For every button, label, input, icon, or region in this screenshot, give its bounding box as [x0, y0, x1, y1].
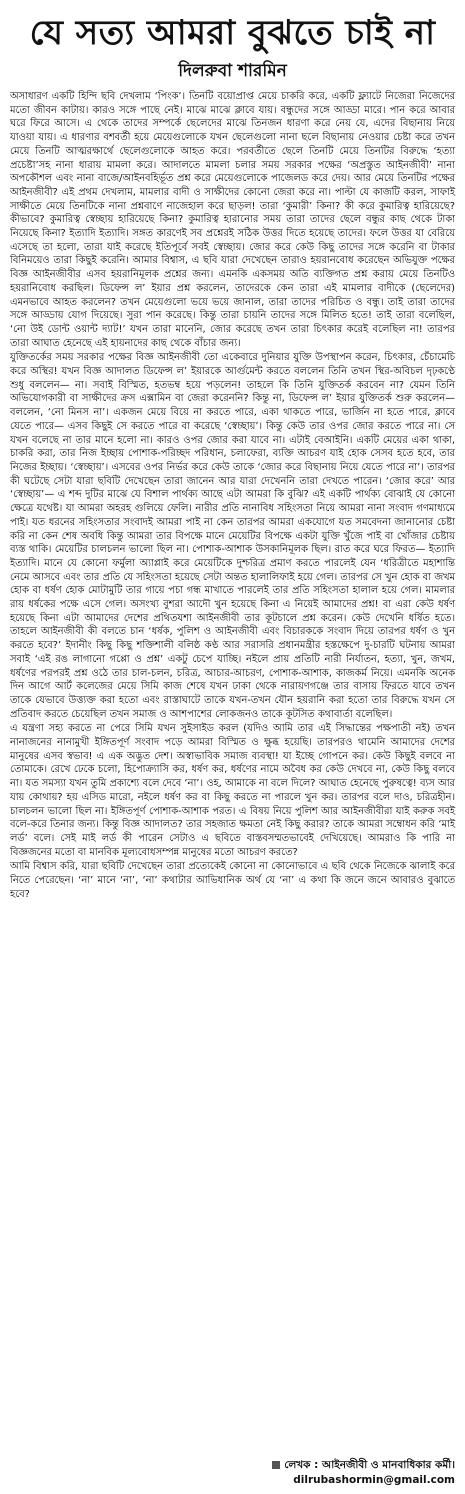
article-paragraph: অসাধারণ একটি হিন্দি ছবি দেখলাম ‘পিংক’। তিনটি বয়োপ্রাপ্ত মেয়ে চাকরি করে, একটি ফ্ল্যাটে নিজেরা নিজেদের মতো জীবন কাটায়। কারও সঙ্গে পাছে নেই। মাঝে মাঝে ক্লাবে যায়। বন্ধুদের সঙ্গে আড্ডা মারে। পান করে আবার ঘরে ফিরে আসে। এ থেকে তাদের সম্পর্কে ছেলেদের মাঝে তিনজন ধারণা করে নেয় যে, এদের বিছানায় নিয়ে যাওয়া যায়। এ ধারণার বশবর্তী হয়ে মেয়েগুলোকে যখন ছেলেগুলো নানা ছলে বিছানায় নেওয়ার চেষ্টা করে তখন মেয়ে তিনটি আত্মরক্ষার্থে ছেলেগুলোকে আহত করে। পরবর্তীতে ছেলে তিনটি মেয়ে তিনটির বিরুদ্ধে ‘হত্যা প্রচেষ্টা’সহ নানা ধারায় মামলা করে। আদালতে মামলা চলার সময় সরকার পক্ষের ‘অপ্রস্তুত আইনজীবী’ নানা অপকৌশল এবং নানা বাজে/আইনবহির্ভূত প্রশ্ন করে মেয়েগুলোকে পাজেলড করে দেয়। আর মেয়ে তিনটির পক্ষের আইনজীবী? এই প্রথম দেখলাম, মামলার বাদী ও সাক্ষীদের কোনো জেরা করে না। পাল্টা যে কাজটি করল, সাফাই সাক্ষীতে মেয়ে তিনটিকে নানা প্রশ্নবাণে নাজেহাল করে ছাড়ল! তারা ‘কুমারী’ কিনা? কী করে কুমারিত্ব হারিয়েছে? কীভাবে? কুমারিত্ব স্বেচ্ছায় হারিয়েছে কিনা? কুমারিত্ব হারানোর সময় তারা তাদের ছেলে বন্ধুর কাছ থেকে টাকা নিয়েছে কিনা? ইত্যাদি ইত্যাদি। সঙ্গত কারণেই সব প্রশ্নেরই সঠিক উত্তর দিতে হয়েছে তাদের। ফলে উত্তর যা বেরিয়ে এসেছে তা হলো, তারা যাই করেছে ইতিপূর্বে সবই স্বেচ্ছায়। জোর করে কেউ কিছু তাদের সঙ্গে করেনি বা টাকার বিনিময়েও তারা কিছুই করেনি। আমার বিশ্বাস, এ ছবি যারা দেখেছেন তারাও হয়রানবোধ করেছেন অভিযুক্ত পক্ষের বিজ্ঞ আইনজীবীর এসব হয়রানিমূলক প্রশ্নের জন্য। এমনকি একসময় অতি ব্যক্তিগত প্রশ্ন করায় মেয়ে তিনটিও হয়রানিবোধ করছিল। ডিফেন্স ল’ ইয়ার প্রশ্ন করলেন, তাদেরকে কেন তারা এই মামলার বাদীকে (ছেলেদের) এমনভাবে আহত করলেন? তখন মেয়েগুলো ভয়ে ভয়ে জানাল, তারা তাদের পরিচিত ও বন্ধু। তাই তারা তাদের সঙ্গে আড্ডায় যোগ দিয়েছে। সুরা পান করেছে। কিন্তু তারা চায়নি তাদের সঙ্গে মিলিত হতে! তাই তারা বলেছিল, ‘নো উই ডোন্ট ওয়ান্ট দ্যাট!’ যখন তারা মানেনি, জোর করেছে তখন তারা চিৎকার করেই বলেছিল না! তারপর তারা আঘাত হেনেছে এই হায়নাদের কাছ থেকে বাঁচার জন্য। [10, 91, 455, 349]
author-label: লেখক : [284, 1459, 319, 1471]
author-email: dilrubashormin@gmail.com [293, 1474, 455, 1486]
author-footer [272, 1458, 455, 1488]
article-paragraph: আমি বিশ্বাস করি, যারা ছবিটি দেখেছেন তারা প্রত্যেকেই কোনো না কোনোভাবে এ ছবি থেকে নিজেকে ঝালাই করে নিতে পেরেছেন। ‘না’ মানে ‘না’, ‘না’ কথাটার আভিধানিক অর্থ যে ‘না’ এ কথা কি জনে জনে আবারও বুঝাতে হবে? [10, 861, 455, 900]
article-paragraph: এ যন্ত্রণা সহ্য করতে না পেরে সিমি যখন সুইসাইড করল (যদিও আমি তার এই সিদ্ধান্তের পক্ষপাতী নই) তখন নানাজনের নানামুখী ইঙ্গিতপূর্ণ সংবাদ পড়ে আমরা বিস্মিত ও ক্ষুব্ধ হয়েছি। তারপরও থামেনি আমাদের দেশের মানুষের এসব স্বভাব! এ এক অদ্ভুত দেশ। অস্বাভাবিক সমাজ ব্যবস্থা! যা ইচ্ছে গোপনে কর। কেউ কিছুই বলবে না তোমাকে। রেখে ঢেকে চলো, হিপোক্র্যাসি কর, ধর্ষণ কর, ধর্ষণের নামে অবৈধ কর কেউ দেখবে না, কেউ কিছু বলবে না। যত সমস্যা যখন তুমি প্রকাশ্যে বলে দেবে ‘না’। ওহ, আমাকে না বলে দিলে? আঘাত হেনেছে পুরুষত্বে! ব্যস আর যায় কোথায়? হয় এসিড মারো, নইলে ধর্ষণ কর বা কিছু করতে না পারলে খুন কর। তারপর বলে দাও, চরিত্রহীন। চালচলন ভালো ছিল না। ইঙ্গিতপূর্ণ পোশাক-আশাক পরত। এ বিষয় নিয়ে পুলিশ আর আইনজীবীরা যাই করুক সবই বলে-করে তিনার জন্য। কিন্তু বিজ্ঞ আদালত? তার সহজাত ক্ষমতা নেই কিছু করার? তাকে আমরা সম্বোধন করি ‘মাই লর্ড’ বলে। সেই মাই লর্ড কী পারেন সেটাও এ ছবিতে বাস্তবসম্মতভাবেই দেখিয়েছে। আমরাও কি পারি না বিজ্ঞজনের মতো বা মানবিক মূল্যবোধসম্পন্ন মানুষের মতো আচরণ করতে? [10, 723, 455, 858]
author-role: আইনজীবী ও মানবাধিকার কর্মী। [322, 1459, 455, 1471]
author-info-line [272, 1458, 455, 1473]
article-author: দিলরুবা শারমিন [178, 61, 287, 81]
article-paragraph: যুক্তিতর্কের সময় সরকার পক্ষের বিজ্ঞ আইনজীবী তো একেবারে দুনিয়ার যুক্তি উপস্থাপন করেন, চিৎকার, চেঁচামেচি করে অস্থির! যখন বিজ্ঞ আদালত ডিফেন্স ল’ ইয়ারকে আর্গুমেন্ট করতে বললেন তিনি তখন স্থির-অবিচল দৃঢ়কণ্ঠে শুধু বললেন— না। সবাই বিস্মিত, হতভম্ব হয়ে পড়লেন! তাহলে কি তিনি যুক্তিতর্ক করবেন না? যেমন তিনি অভিযোগকারী বা সাক্ষীদের ক্রস এক্সামিন বা জেরা করেননি? কিন্তু না, ডিফেন্স ল’ ইয়ার যুক্তিতর্ক শুরু করলেন— বললেন, ‘নো মিনস না’। একজন মেয়ে বিয়ে না করতে পারে, একা থাকতে পারে, ভার্জিন না হতে পারে, ক্লাবে যেতে পারে— এসব কিছুই সে করতে পারে বা করেছে ‘স্বেচ্ছায়’। কিন্তু কেউ তার ওপর জোর করতে পারে না। সে যখন বলেছে না তার মানে হলো না। কারও ওপর জোর করা যাবে না। এটাই বেআইনি। একটি মেয়ের একা থাকা, চাকরি করা, তার নিজ ইচ্ছায় পোশাক-পরিচ্ছদ পরিধান, চলাফেরা, ব্যক্তি আচরণ যাই হোক সেসব হতে হবে, তার নিজের ইচ্ছায়। ‘স্বেচ্ছায়’। এসবের ওপর নির্ভর করে কেউ তাকে ‘জোর করে বিছানায় নিয়ে যেতে পারে না’। তারপর কী ঘটেছে সেটা যারা ছবিটি দেখেছেন তারা জানেন আর যারা দেখেননি তারা দেখতে পারেন। ‘জোর করে’ আর ‘স্বেচ্ছায়’— এ শব্দ দুটির মাঝে যে বিশাল পার্থক্য আছে এটা আমরা কি বুঝি? এই একটি পার্থক্য বোঝাই যে কোনো ক্ষেত্রে যথেষ্ট। যা আমরা অহরহ গুলিয়ে ফেলি। নারীর প্রতি নানাবিধ সহিংসতা নিয়ে আমরা নানা সংবাদ গণমাধ্যমে পাই। যত ধরনের সহিংসতার সংবাদই আমরা পাই না কেন তারপর আমরা একযোগে যত সমবেদনা জানানোর চেষ্টা করি না কেন শেষ অবধি কিন্তু আমরা তার বিপক্ষে মানে মেয়েটির বিপক্ষে একটা যুক্তি খুঁজে পাই বা খোঁজার চেষ্টায় ব্যস্ত থাকি। মেয়েটির চালচলন ভালো ছিল না। পোশাক-আশাক উসকানিমূলক ছিল। রাত করে ঘরে ফিরত— ইত্যাদি ইত্যাদি। মানে যে কোনো ফর্মুলা অ্যাপ্লাই করে মেয়েটিকে দুশ্চরিত্র প্রমাণ করতে পারলেই যেন ‘ধরিত্রীতে মহাশান্তি নেমে আসবে এবং তার প্রতি যে সহিংসতা হয়েছে সেটা অন্তত হালালিফাই হয়ে গেল। তারপর সে খুন হোক বা জখম হোক বা ধর্ষণ হোক মোটামুটি তার গায়ে পচা গন্ধ মাখাতে পারলেই তার প্রতি সহিংসতা হালাল হয়ে গেল। মামলার রায় ধর্ষকের পক্ষে এসে গেল। অসংখ্য বুশরা আদৌ খুন হয়েছে কিনা এ নিয়েই আমাদের প্রশ্ন! বা এরা কেউ ধর্ষণ হয়েছে কিনা এটা আমাদের দেশের প্রথিতযশা আইনজীবী তার কূটচালে প্রশ্ন করেন। কেউ দেখেনি ধর্ষিত হতে। তাহলে আইনজীবী কী বলতে চান ‘ধর্ষক, পুলিশ ও আইনজীবী এবং বিচারককে সংবাদ দিয়ে তারপর ধর্ষণ ও খুন করতে হবে?’ ইদানীং কিছু কিছু শক্তিশালী বলিষ্ঠ কণ্ঠ আর সরাসরি প্রধানমন্ত্রীর হস্তক্ষেপে দু-চারটি ঘটনায় আমরা সবাই ‘এই রঙ লাগানো গপ্পো ও প্রশ্ন’ একটু চেপে যাচ্ছি। নইলে প্রায় প্রতিটি নারী নির্যাতন, হত্যা, খুন, জখম, ধর্ষণের পরপরই প্রশ্ন ওঠে তার চাল-চলন, চরিত্র, আচার-আচরণ, পোশাক-আশাক, কাজকর্ম নিয়ে। এমনকি অনেক দিন আগে আর্ট কলেজের মেয়ে সিমি কাজ শেষে যখন ঢাকা থেকে নারায়ণগঞ্জে তার বাসায় ফিরতে যাবে তখন তাকে যেভাবে উত্ত্যক্ত করা হতো এবং রাস্তাঘাটে তাকে যখন-তখন যৌন হয়রানি করা হতো তার বিরুদ্ধে যখন সে প্রতিবাদ করতে চেয়েছিল তখন সমাজ ও আশপাশের লোকজনও তাকে কূটসিত কথাবার্তা বলেছিল। [10, 352, 455, 720]
square-bullet-icon [272, 1461, 280, 1469]
article-body [10, 90, 455, 901]
article-headline: যে সত্য আমরা বুঝতে চাই না [29, 13, 436, 53]
